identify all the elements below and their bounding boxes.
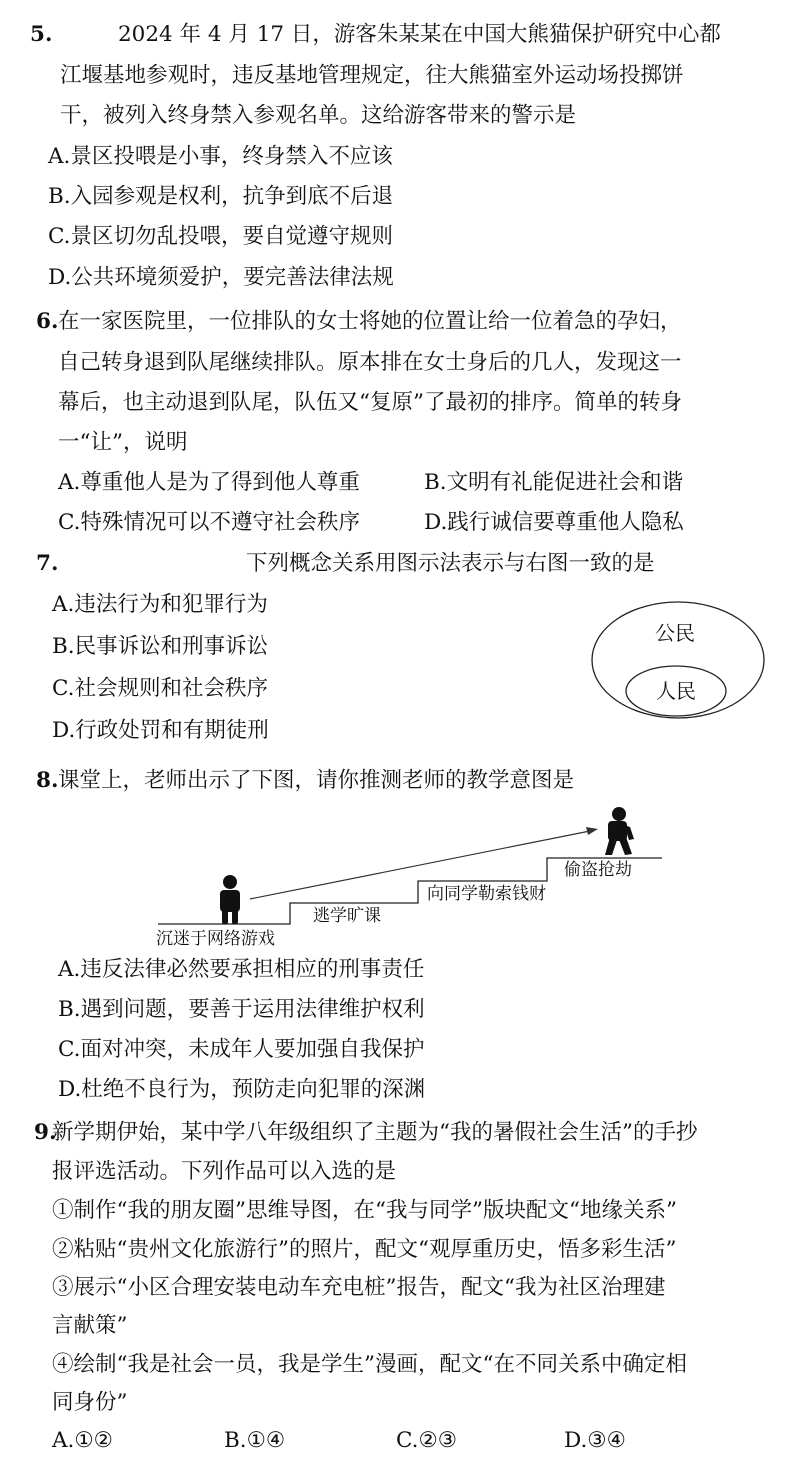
step-label-2: 逃学旷课 [313,906,381,926]
option-b[interactable]: B.①④ [224,1428,286,1453]
statement-item: ②粘贴“贵州文化旅游行”的照片，配文“观厚重历史，悟多彩生活” [52,1237,677,1262]
option-b[interactable]: B.文明有礼能促进社会和谐 [424,470,684,495]
option-a[interactable]: A.违反法律必然要承担相应的刑事责任 [58,957,425,982]
option-d[interactable]: D.行政处罚和有期徒刑 [52,718,269,743]
step-label-4: 偷盗抢劫 [564,860,632,880]
option-d[interactable]: D.③④ [564,1428,626,1453]
question-stem-line: 自己转身退到队尾继续排队。原本排在女士身后的几人，发现这一 [58,350,682,375]
inner-label: 人民 [656,679,696,703]
step-label-1: 沉迷于网络游戏 [156,929,275,949]
statement-item: ①制作“我的朋友圈”思维导图，在“我与同学”版块配文“地缘关系” [52,1198,677,1223]
question-stem: 下列概念关系用图示法表示与右图一致的是 [246,551,655,576]
option-a[interactable]: A.景区投喂是小事，终身禁入不应该 [48,144,393,169]
option-a[interactable]: A.违法行为和犯罪行为 [52,592,268,617]
statement-item-continued: 言献策” [52,1313,128,1338]
question-number: 7. [36,551,59,576]
question-stem-line: 干，被列入终身禁入参观名单。这给游客带来的警示是 [60,103,577,128]
option-a[interactable]: A.①② [52,1428,113,1453]
step-label-3: 向同学勒索钱财 [427,884,546,904]
option-d[interactable]: D.践行诚信要尊重他人隐私 [424,510,684,535]
question-stem-line: 幕后，也主动退到队尾，队伍又“复原”了最初的排序。简单的转身 [58,390,682,415]
arrow-head [586,827,598,835]
statement-item: ③展示“小区合理安装电动车充电桩”报告，配文“我为社区治理建 [52,1275,666,1300]
option-b[interactable]: B.入园参观是权利，抗争到底不后退 [48,184,394,209]
question-number: 9. [34,1120,57,1145]
question-stem-line: 一“让”，说明 [58,430,188,455]
outer-label: 公民 [655,621,695,645]
question-number: 5. [30,22,53,47]
question-stem: 课堂上，老师出示了下图，请你推测老师的教学意图是 [58,768,575,793]
option-c[interactable]: C.面对冲突，未成年人要加强自我保护 [58,1037,425,1062]
option-a[interactable]: A.尊重他人是为了得到他人尊重 [58,470,360,495]
statement-item: ④绘制“我是社会一员，我是学生”漫画，配文“在不同关系中确定相 [52,1352,687,1377]
option-d[interactable]: D.公共环境须爱护，要完善法律法规 [48,265,394,290]
statement-item-continued: 同身份” [52,1390,128,1415]
person-standing-icon [220,875,240,924]
staircase-diagram [150,803,690,953]
option-b[interactable]: B.遇到问题，要善于运用法律维护权利 [58,997,425,1022]
concept-diagram [588,590,768,730]
question-stem-line: 报评选活动。下列作品可以入选的是 [52,1159,397,1184]
question-number: 6. [36,309,59,334]
option-d[interactable]: D.杜绝不良行为，预防走向犯罪的深渊 [58,1077,426,1102]
option-c[interactable]: C.社会规则和社会秩序 [52,676,269,701]
option-c[interactable]: C.②③ [396,1428,458,1453]
option-c[interactable]: C.景区切勿乱投喂，要自觉遵守规则 [48,224,394,249]
question-stem-line: 在一家医院里，一位排队的女士将她的位置让给一位着急的孕妇， [58,309,682,334]
person-walking-icon [605,807,634,855]
option-c[interactable]: C.特殊情况可以不遵守社会秩序 [58,510,361,535]
question-stem-line: 新学期伊始，某中学八年级组织了主题为“我的暑假社会生活”的手抄 [52,1120,698,1145]
question-number: 8. [36,768,59,793]
question-stem-line: 江堰基地参观时，违反基地管理规定，往大熊猫室外运动场投掷饼 [60,63,684,88]
question-stem-line: 2024 年 4 月 17 日，游客朱某某在中国大熊猫保护研究中心都 [118,22,721,47]
option-b[interactable]: B.民事诉讼和刑事诉讼 [52,634,269,659]
